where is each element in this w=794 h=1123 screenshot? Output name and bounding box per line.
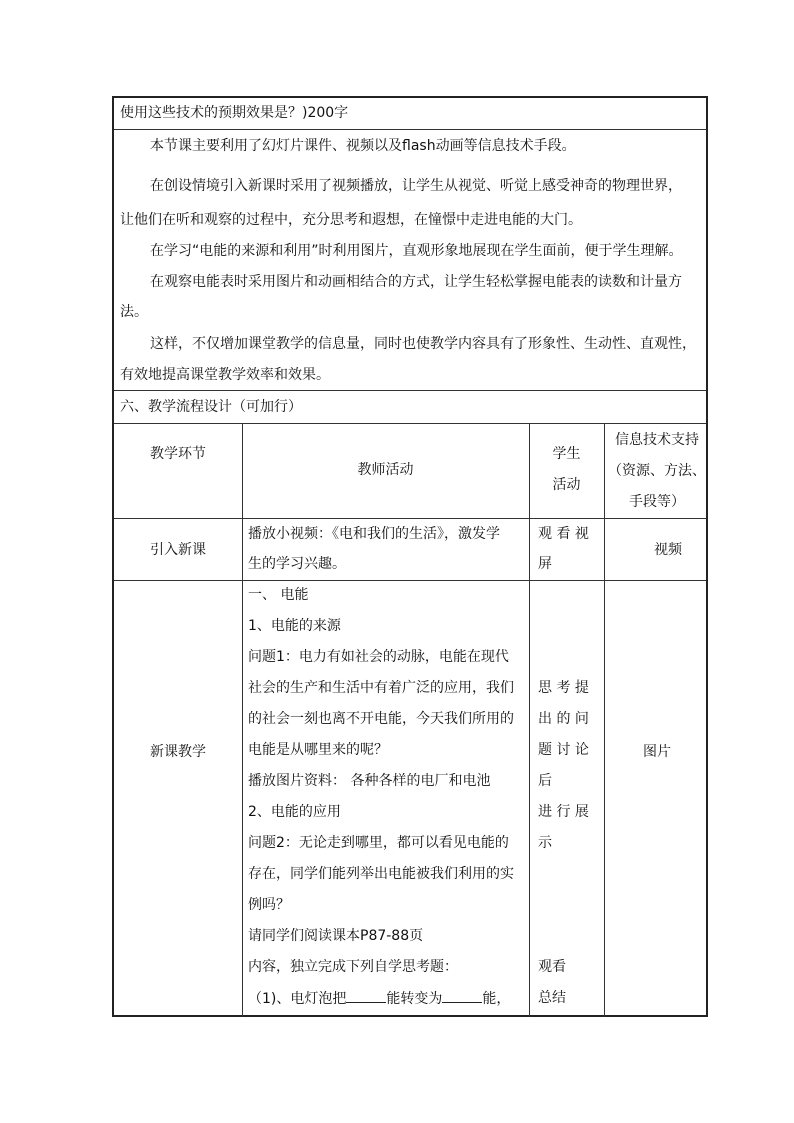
student-intro: 观 看 视: [538, 526, 589, 542]
paragraph: 在创设情境引入新课时采用了视频播放，让学生从视觉、听觉上感受神奇的物理世界，: [150, 178, 682, 194]
blank-text: （1)、电灯泡把: [248, 991, 347, 1007]
teacher-line: 问题2：无论走到哪里，都可以看见电能的: [248, 835, 509, 851]
student-line: 题 讨 论: [538, 742, 589, 758]
document-table: [112, 96, 708, 1017]
student-line: 观看: [538, 959, 566, 975]
teacher-line: 请同学们阅读课本P87-88页: [248, 928, 424, 944]
student-line: 进 行 展: [538, 804, 589, 820]
fill-blank: [346, 988, 386, 1003]
teacher-line: 例吗？: [248, 897, 290, 913]
teacher-fill-blank-line: [248, 988, 510, 1009]
column-header-tech: （资源、方法、: [608, 463, 706, 479]
paragraph: 法。: [120, 304, 148, 320]
teacher-line: 问题1：电力有如社会的动脉，电能在现代: [248, 649, 509, 665]
teacher-line: 内容，独立完成下列自学思考题：: [248, 959, 458, 975]
student-line: 后: [538, 773, 552, 789]
row-divider: [114, 129, 706, 130]
column-divider: [529, 423, 530, 1017]
column-divider: [242, 423, 243, 1017]
teacher-intro: 生的学习兴趣。: [248, 556, 346, 572]
column-divider: [604, 423, 605, 1017]
student-line: 总结: [538, 990, 566, 1006]
student-line: 思 考 提: [538, 680, 589, 696]
row-divider: [114, 390, 706, 391]
row-divider: [114, 518, 706, 519]
paragraph: 这样，不仅增加课堂教学的信息量，同时也使教学内容具有了形象性、生动性、直观性，: [150, 336, 696, 352]
row-divider: [114, 423, 706, 424]
column-header-student: 活动: [552, 477, 581, 493]
header-line: 使用这些技术的预期效果是？)200字: [120, 105, 349, 121]
column-header-tech: 信息技术支持: [615, 432, 699, 448]
blank-text: 能转变为: [386, 991, 443, 1007]
column-header-stage: 教学环节: [150, 446, 206, 462]
blank-text: 能，: [482, 991, 511, 1007]
paragraph: 本节课主要利用了幻灯片课件、视频以及flash动画等信息技术手段。: [150, 138, 576, 154]
teacher-intro: 播放小视频：《电和我们的生活》，激发学: [248, 526, 500, 542]
column-header-teacher: 教师活动: [357, 462, 414, 478]
tech-new: 图片: [643, 744, 671, 760]
student-line: 出 的 问: [538, 711, 589, 727]
teacher-line: 一、 电能: [248, 587, 309, 603]
teacher-line: 的社会一刻也离不开电能，今天我们所用的: [248, 711, 514, 727]
student-line: 示: [538, 835, 552, 851]
paragraph: 在观察电能表时采用图片和动画相结合的方式，让学生轻松掌握电能表的读数和计量方: [150, 274, 682, 290]
teacher-line: 播放图片资料： 各种各样的电厂和电池: [248, 773, 491, 789]
teacher-line: 存在，同学们能列举出电能被我们利用的实: [248, 866, 514, 882]
stage-new: 新课教学: [150, 744, 206, 760]
teacher-line: 社会的生产和生活中有着广泛的应用，我们: [248, 680, 514, 696]
stage-intro: 引入新课: [150, 542, 206, 558]
tech-intro: 视频: [654, 542, 682, 558]
student-intro: 屏: [538, 556, 552, 572]
fill-blank: [442, 988, 482, 1003]
paragraph: 有效地提高课堂教学效率和效果。: [120, 367, 330, 383]
teacher-line: 2、电能的应用: [248, 804, 341, 820]
paragraph: 在学习“电能的来源和利用”时利用图片，直观形象地展现在学生面前，便于学生理解。: [150, 243, 683, 259]
column-header-tech: 手段等）: [629, 494, 685, 510]
section-title: 六、教学流程设计（可加行）: [120, 399, 302, 415]
teacher-line: 电能是从哪里来的呢？: [248, 742, 388, 758]
teacher-line: 1、电能的来源: [248, 618, 341, 634]
paragraph: 让他们在听和观察的过程中，充分思考和遐想，在憧憬中走进电能的大门。: [120, 212, 582, 228]
column-header-student: 学生: [552, 446, 581, 462]
row-divider: [114, 580, 706, 581]
